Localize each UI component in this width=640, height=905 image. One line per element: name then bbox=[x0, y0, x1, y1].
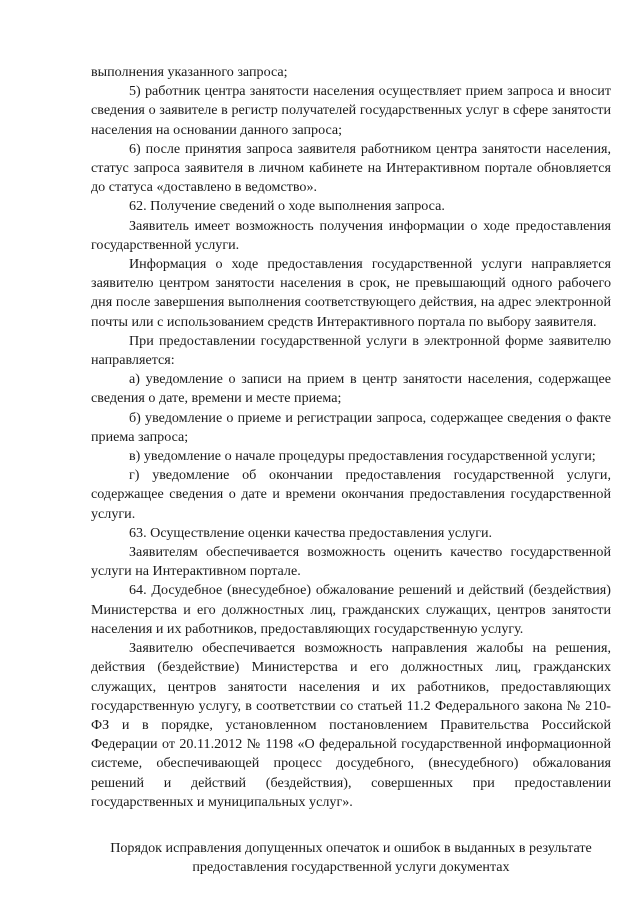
paragraph-quality-assessment: Заявителям обеспечивается возможность оценить качество государственной услуги на Интерактивном портале. bbox=[91, 544, 611, 580]
paragraph-item-5: 5) работник центра занятости населения осуществляет прием запроса и вносит сведения о заявителе в регистр получателей государственных услуг в сфере занятости населения на основании данного запроса; bbox=[91, 83, 611, 138]
paragraph-progress-info: Информация о ходе предоставления государственной услуги направляется заявителю центром занятости населения в срок, не превышающий одного рабочего дня после завершения выполнения соответствующего действия, на адрес электронной почты или с использованием средств Интерактивного портала по выбору заявителя. bbox=[91, 256, 611, 330]
paragraph-complaint: Заявителю обеспечивается возможность направления жалобы на решения, действия (бездействие) Министерства и его должностных лиц, гражданских служащих, центров занятости населения и их работников, предоставляющих государственную услугу, в соответствии со статьей 11.2 Федерального закона № 210-ФЗ и в порядке, установленном постановлением Правительства Российской Федерации от 20.11.2012 № 1198 «О федеральной государственной информационной системе, обеспечивающей процесс досудебного, (внесудебного) обжалования решений и действий (бездействия), совершенных при предоставлении государственных и муниципальных услуг». bbox=[91, 640, 611, 810]
section-heading: Порядок исправления допущенных опечаток и ошибок в выданных в результате предоставления государственной услуги документах bbox=[110, 839, 592, 876]
paragraph-electronic-form: При предоставлении государственной услуги в электронной форме заявителю направляется: bbox=[91, 332, 611, 369]
paragraph-item-6: 6) после принятия запроса заявителя работником центра занятости населения, статус запроса заявителя в личном кабинете на Интерактивном портале обновляется до статуса «доставлено в ведомство». bbox=[91, 140, 611, 196]
paragraph-continuation: выполнения указанного запроса; bbox=[91, 64, 288, 80]
paragraph-item-g: г) уведомление об окончании предоставления государственной услуги, содержащее сведения о дате и времени окончания предоставления государственной услуги. bbox=[91, 467, 611, 522]
paragraph-applicant-info: Заявитель имеет возможность получения информации о ходе предоставления государственной услуги. bbox=[91, 217, 611, 253]
paragraph-section-64: 64. Досудебное (внесудебное) обжалование решений и действий (бездействия) Министерства и его должностных лиц, гражданских служащих, центров занятости населения и их работников, предоставляющих государственную услугу. bbox=[91, 582, 611, 637]
paragraph-section-63: 63. Осуществление оценки качества предоставления услуги. bbox=[129, 524, 493, 541]
paragraph-item-v: в) уведомление о начале процедуры предоставления государственной услуги; bbox=[129, 448, 596, 465]
paragraph-section-62: 62. Получение сведений о ходе выполнения запроса. bbox=[129, 198, 445, 215]
paragraph-item-a: а) уведомление о записи на прием в центр занятости населения, содержащее сведения о дате, времени и месте приема; bbox=[91, 371, 611, 407]
paragraph-item-b: б) уведомление о приеме и регистрации запроса, содержащее сведения о факте приема запроса; bbox=[91, 409, 611, 445]
